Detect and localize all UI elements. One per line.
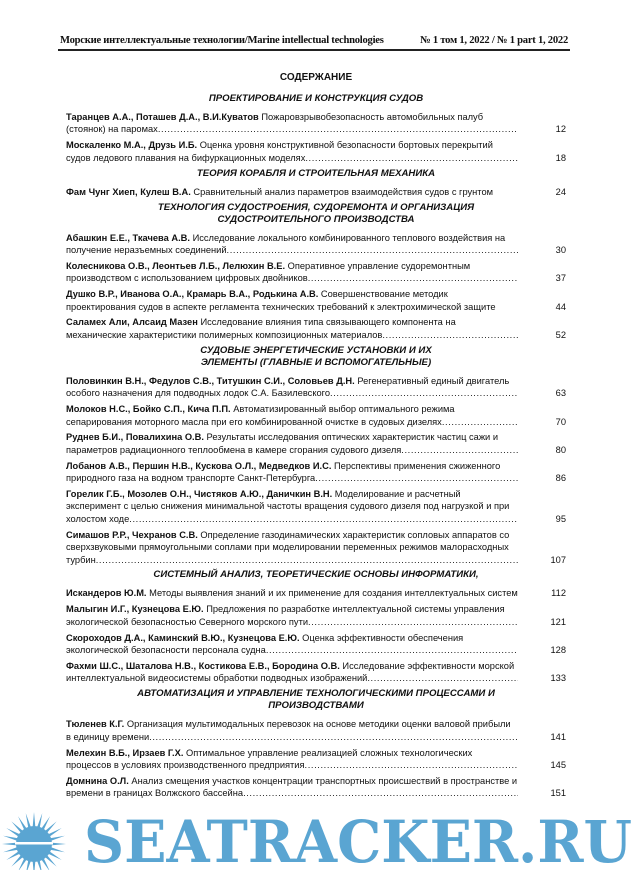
toc-entry[interactable] (66, 260, 566, 285)
entry-page-number: 133 (550, 673, 566, 684)
entry-page-number: 12 (555, 124, 566, 135)
entry-title: Исследование эффективности морской интеллектуальной видеосистемы обработки подводных изображений ..... (66, 661, 514, 683)
entry-page-number: 121 (550, 616, 566, 627)
sun-logo-icon (2, 812, 66, 870)
entry-title: Сравнительный анализ параметров взаимодействия судов с грунтом (193, 186, 494, 197)
entry-authors: Саламех Али, Алсаид Мазен (66, 317, 198, 328)
toc-entry[interactable] (66, 529, 566, 566)
section-heading: ПРОЕКТИРОВАНИЕ И КОНСТРУКЦИЯ СУДОВ (208, 93, 424, 104)
entry-title: Исследование локального комбинированного теплового воздействия на получение неразъемных соединений ..... (66, 233, 505, 255)
entry-authors: Мелехин В.Б., Ирзаев Г.Х. (66, 747, 184, 758)
entry-title: Исследование влияния типа связывающего компонента на механические характеристики полимерных композиционных материалов ..... (66, 317, 456, 339)
entry-authors: Руднев Б.И., Повалихина О.В. (66, 432, 204, 443)
entry-title: Методы выявления знаний и их применение для создания интеллектуальных систем ..... (149, 588, 518, 598)
entry-title: Автоматизированный выбор оптимального режима сепарирования моторного масла при его комбинированной очистке в судовых дизелях ..... (66, 404, 455, 426)
entry-text (66, 111, 518, 136)
toc-entry[interactable] (66, 232, 566, 257)
entry-text (66, 288, 518, 313)
entry-title: Пожаровзрывобезопасность автомобильных палуб (стоянок) на паромах ..... (66, 112, 483, 134)
entry-authors: Душко В.Р., Иванова О.А., Крамарь В.А., Родькина А.В. (66, 289, 319, 300)
entry-title: Организация мультимодальных перевозок на основе методики оценки валовой прибыли в единицу времени ..... (66, 719, 511, 741)
section-heading: ТЕХНОЛОГИЯ СУДОСТРОЕНИЯ, СУДОРЕМОНТА И ОРГАНИЗАЦИЯ СУДОСТРОИТЕЛЬНОГО ПРОИЗВОДСТВА (157, 201, 475, 225)
entry-title: Анализ смещения участков концентрации транспортных происшествий в пространстве и времени в границах Волжского бассейна ..... (66, 776, 517, 798)
entry-page-number: 24 (555, 186, 566, 197)
entry-text (66, 775, 518, 800)
toc-entry[interactable] (66, 775, 566, 800)
entry-authors: Фам Чунг Хиеп, Кулеш В.А. (66, 186, 191, 197)
entry-text (66, 431, 518, 456)
toc-entry[interactable] (66, 186, 566, 198)
entry-title: Оперативное управление судоремонтным производством с использованием цифровых двойников ..... (66, 261, 470, 283)
entry-authors: Абашкин Е.Е., Ткачева А.В. (66, 232, 190, 243)
entry-text (66, 488, 518, 525)
seatracker-watermark (0, 804, 640, 870)
entry-page-number: 37 (555, 273, 566, 284)
entry-text (66, 139, 518, 164)
journal-title: Морские интеллектуальные технологии/Marine intellectual technologies (60, 35, 384, 46)
entry-title: Совершенствование методик проектирования судов в аспекте регламента технических требований к электрохимической защите (66, 289, 496, 312)
issue-info: № 1 том 1, 2022 / № 1 part 1, 2022 (420, 35, 568, 46)
table-of-contents (66, 91, 632, 870)
entry-authors: Домнина О.Л. (66, 775, 129, 786)
entry-title: Оптимальное управление реализацией сложных технологических процессов в условиях производственного предприятия ..... (66, 748, 472, 770)
running-header (60, 35, 568, 46)
entry-page-number: 128 (550, 645, 566, 656)
entry-authors: Половинкин В.Н., Федулов С.В., Титушкин С.И., Соловьев Д.Н. (66, 375, 355, 386)
entry-text (66, 316, 518, 341)
entry-page-number: 63 (555, 388, 566, 399)
entry-page-number: 52 (555, 329, 566, 340)
toc-title: СОДЕРЖАНИЕ (279, 72, 353, 83)
entry-authors: Малыгин И.Г., Кузнецова Е.Ю. (66, 604, 204, 615)
entry-text (66, 587, 518, 599)
entry-page-number: 145 (550, 760, 566, 771)
entry-title: Перспективы применения сжиженного природного газа на водном транспорте Санкт-Петербурга ..... (66, 461, 500, 483)
entry-page-number: 107 (550, 554, 566, 565)
watermark-text: SEATRACKER.RU (84, 807, 632, 870)
toc-entry[interactable] (66, 747, 566, 772)
toc-entry[interactable] (66, 403, 566, 428)
entry-authors: Москаленко М.А., Друзь И.Б. (66, 140, 198, 151)
toc-entry[interactable] (66, 718, 566, 743)
entry-authors: Колесникова О.В., Леонтьев Л.Б., Лелюхин В.Е. (66, 260, 286, 271)
entry-title: Моделирование и расчетный эксперимент с целью снижения минимальной частоты вращения судового дизеля под нагрузкой и при холостом ходе ..... (66, 489, 509, 524)
entry-text (66, 186, 518, 198)
entry-text (66, 660, 518, 685)
section-heading: СУДОВЫЕ ЭНЕРГЕТИЧЕСКИЕ УСТАНОВКИ И ИХ ЭЛЕМЕНТЫ (ГЛАВНЫЕ И ВСПОМОГАТЕЛЬНЫЕ) (200, 344, 432, 368)
toc-entry[interactable] (66, 431, 566, 456)
entry-page-number: 151 (550, 788, 566, 799)
entry-title: Предложения по разработке интеллектуальной системы управления экологической безопасностью Северного морского пути ..... (66, 604, 505, 626)
entry-title: Результаты исследования оптических характеристик частиц сажи и параметров радиационного теплообмена в камере сгорания судового дизеля ..... (66, 432, 498, 454)
entry-title: Определение газодинамических характеристик сопловых аппаратов со сверхзвуковыми прямоугольными соплами при моделировании переменных режимов малорасходных турбин ..... (66, 530, 509, 565)
entry-text (66, 603, 518, 628)
entry-title: Оценка уровня конструктивной безопасности бортовых перекрытий судов ледового плавания на бифуркационных моделях ..... (66, 140, 493, 162)
toc-entry[interactable] (66, 316, 566, 341)
toc-entry[interactable] (66, 111, 566, 136)
entry-text (66, 260, 518, 285)
entry-text (66, 747, 518, 772)
entry-page-number: 112 (551, 588, 566, 599)
entry-text (66, 718, 518, 743)
entry-authors: Скороходов Д.А., Каминский В.Ю., Кузнецова Е.Ю. (66, 632, 300, 643)
toc-entry[interactable] (66, 632, 566, 657)
entry-authors: Тюленев К.Г. (66, 719, 125, 730)
toc-entry[interactable] (66, 375, 566, 400)
entry-authors: Искандеров Ю.М. (66, 588, 147, 599)
entry-authors: Таранцев А.А., Поташев Д.А., В.И.Куватов (66, 112, 259, 122)
entry-authors: Симашов Р.Р., Чехранов С.В. (66, 529, 198, 540)
entry-text (66, 232, 518, 257)
entry-page-number: 44 (555, 301, 566, 312)
entry-authors: Лобанов А.В., Першин Н.В., Кускова О.Л., Медведков И.С. (66, 460, 332, 471)
entry-title: Оценка эффективности обеспечения экологической безопасности персонала судна ..... (66, 633, 463, 655)
toc-entry[interactable] (66, 603, 566, 628)
entry-page-number: 95 (555, 513, 566, 524)
entry-page-number: 141 (550, 731, 566, 742)
entry-text (66, 632, 518, 657)
toc-entry[interactable] (66, 288, 566, 313)
header-rule (58, 49, 570, 51)
section-heading: ТЕОРИЯ КОРАБЛЯ И СТРОИТЕЛЬНАЯ МЕХАНИКА (196, 167, 436, 179)
entry-page-number: 30 (555, 244, 566, 255)
entry-title: Регенеративный единый двигатель особого назначения для подводных лодок С.А. Базилевского ..... (66, 376, 509, 398)
toc-entry[interactable] (66, 587, 566, 599)
toc-entry[interactable] (66, 488, 566, 525)
section-heading: АВТОМАТИЗАЦИЯ И УПРАВЛЕНИЕ ТЕХНОЛОГИЧЕСКИМИ ПРОЦЕССАМИ И ПРОИЗВОДСТВАМИ (137, 688, 495, 712)
entry-page-number: 18 (555, 152, 566, 163)
entry-text (66, 529, 518, 566)
toc-entry[interactable] (66, 139, 566, 164)
section-heading: СИСТЕМНЫЙ АНАЛИЗ, ТЕОРЕТИЧЕСКИЕ ОСНОВЫ ИНФОРМАТИКИ, (153, 569, 479, 581)
entry-page-number: 86 (555, 473, 566, 484)
entry-text (66, 403, 518, 428)
entry-authors: Горелик Г.Б., Мозолев О.Н., Чистяков А.Ю., Даничкин В.Н. (66, 489, 333, 500)
entry-page-number: 70 (555, 416, 566, 427)
toc-entry[interactable] (66, 660, 566, 685)
entry-authors: Молоков Н.С., Бойко С.П., Кича П.П. (66, 404, 231, 415)
entry-authors: Фахми Ш.С., Шаталова Н.В., Костикова Е.В., Бородина О.В. (66, 661, 340, 671)
entry-text (66, 460, 518, 485)
toc-list (66, 93, 566, 800)
entry-page-number: 80 (555, 444, 566, 455)
entry-text (66, 375, 518, 400)
toc-entry[interactable] (66, 460, 566, 485)
